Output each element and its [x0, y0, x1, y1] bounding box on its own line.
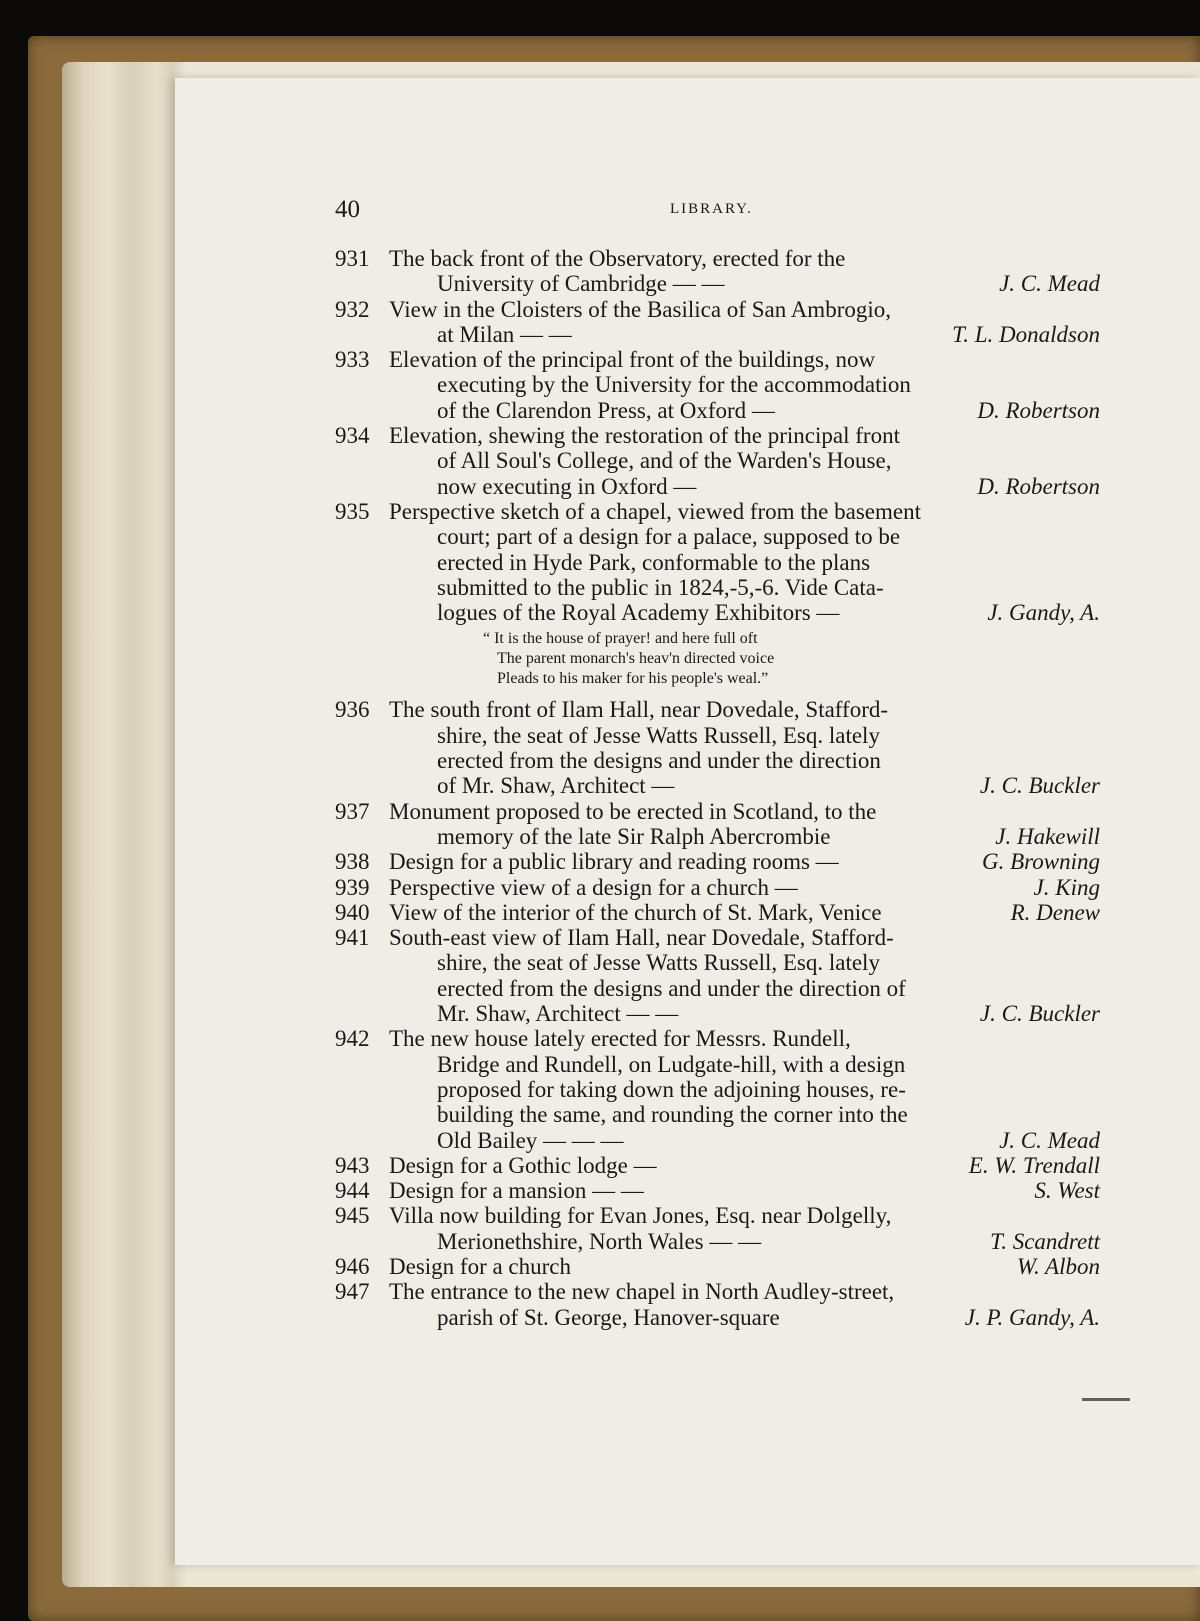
entry-text: submitted to the public in 1824,-5,-6. Vide Cata-: [437, 574, 884, 600]
catalogue-entry: [335, 875, 1100, 900]
entry-text: Design for a Gothic lodge —: [389, 1152, 657, 1178]
entry-line: [335, 474, 1100, 499]
entry-number: 944: [335, 1178, 370, 1204]
catalogue-entry: [335, 1254, 1100, 1279]
artist-name: J. King: [1033, 874, 1100, 900]
entry-text: The new house lately erected for Messrs. Rundell,: [389, 1026, 851, 1052]
entry-line: [335, 271, 1100, 296]
entry-line: [335, 1229, 1100, 1254]
entry-line: [335, 1026, 1100, 1051]
entry-line: [335, 950, 1100, 975]
entry-number: 938: [335, 849, 370, 875]
entry-line: [335, 976, 1100, 1001]
entry-text: of the Clarendon Press, at Oxford —: [437, 397, 775, 423]
entry-line: [335, 297, 1100, 322]
entry-text: View in the Cloisters of the Basilica of San Ambrogio,: [389, 296, 891, 322]
entry-text: of All Soul's College, and of the Warden's House,: [437, 448, 892, 474]
entry-number: 941: [335, 925, 370, 951]
artist-name: E. W. Trendall: [968, 1152, 1100, 1178]
entry-text: Merionethshire, North Wales — —: [437, 1228, 762, 1254]
entry-text: Design for a mansion — —: [389, 1178, 644, 1204]
entry-line: [335, 1001, 1100, 1026]
artist-name: J. C. Buckler: [979, 1001, 1100, 1027]
entry-number: 945: [335, 1203, 370, 1229]
page-header: [175, 196, 1200, 230]
catalogue-entry: [335, 900, 1100, 925]
entry-number: 936: [335, 697, 370, 723]
catalogue-entry: [335, 697, 1100, 798]
entry-text: logues of the Royal Academy Exhibitors —: [437, 600, 840, 626]
entry-line: [335, 900, 1100, 925]
catalogue-entry: [335, 1026, 1100, 1152]
entry-text: of Mr. Shaw, Architect —: [437, 773, 675, 799]
verse-line: “ It is the house of prayer! and here full oft: [483, 630, 758, 648]
catalogue-entry: [335, 1203, 1100, 1254]
entry-text: Design for a public library and reading rooms —: [389, 849, 839, 875]
entry-line: [335, 524, 1100, 549]
entry-text: erected in Hyde Park, conformable to the plans: [437, 549, 871, 575]
entry-text: The entrance to the new chapel in North Audley-street,: [389, 1279, 895, 1305]
artist-name: S. West: [1034, 1178, 1100, 1204]
verse-line: Pleads to his maker for his people's weal.”: [497, 670, 769, 688]
catalogue-entry: [335, 1279, 1100, 1330]
entry-text: erected from the designs and under the direction of: [437, 975, 906, 1001]
entry-text: proposed for taking down the adjoining houses, re-: [437, 1076, 906, 1102]
catalogue-entry: [335, 1153, 1100, 1178]
artist-name: D. Robertson: [977, 473, 1100, 499]
artist-name: D. Robertson: [977, 397, 1100, 423]
entry-line: [335, 499, 1100, 524]
entry-number: 931: [335, 246, 370, 271]
catalogue-entry: [335, 799, 1100, 850]
entry-number: 932: [335, 296, 370, 322]
entry-line: [335, 1305, 1100, 1330]
entry-line: [335, 1052, 1100, 1077]
entry-number: 946: [335, 1253, 370, 1279]
entry-text: court; part of a design for a palace, supposed to be: [437, 524, 901, 550]
entry-text: Design for a church: [389, 1253, 572, 1279]
catalogue-entry: [335, 347, 1100, 423]
entry-line: [335, 1153, 1100, 1178]
entry-line: [335, 448, 1100, 473]
artist-name: J. C. Buckler: [979, 773, 1100, 799]
entry-text: erected from the designs and under the direction: [437, 748, 881, 774]
entry-line: [335, 925, 1100, 950]
entry-number: 933: [335, 347, 370, 373]
entry-line: [335, 575, 1100, 600]
entry-line: [335, 723, 1100, 748]
entry-line: [335, 875, 1100, 900]
entry-text: Mr. Shaw, Architect — —: [437, 1001, 679, 1027]
entry-line: [335, 1077, 1100, 1102]
entry-text: Perspective view of a design for a church —: [389, 874, 798, 900]
running-title: LIBRARY.: [670, 201, 753, 217]
ink-mark: [1082, 1398, 1130, 1401]
entry-text: now executing in Oxford —: [437, 473, 697, 499]
entry-line: [335, 1203, 1100, 1228]
artist-name: J. C. Mead: [999, 1127, 1100, 1153]
entry-text: Villa now building for Evan Jones, Esq. near Dolgelly,: [389, 1203, 892, 1229]
entry-number: 935: [335, 498, 370, 524]
entry-text: building the same, and rounding the corner into the: [437, 1102, 908, 1128]
artist-name: J. Hakewill: [995, 823, 1100, 849]
catalogue-entry: [335, 246, 1100, 297]
entry-text: Elevation of the principal front of the buildings, now: [389, 347, 876, 373]
artist-name: W. Albon: [1016, 1253, 1100, 1279]
catalogue-entry: [335, 1178, 1100, 1203]
entry-text: Old Bailey — — —: [437, 1127, 624, 1153]
artist-name: J. C. Mead: [999, 271, 1100, 297]
entry-line: [335, 398, 1100, 423]
entry-number: 942: [335, 1026, 370, 1052]
entry-number: 939: [335, 874, 370, 900]
entry-text: Perspective sketch of a chapel, viewed from the basement: [389, 498, 921, 524]
entry-line: [335, 849, 1100, 874]
artist-name: T. Scandrett: [990, 1228, 1100, 1254]
entry-line: [335, 347, 1100, 372]
catalogue-entry: [335, 297, 1100, 348]
catalogue-entry: [335, 499, 1100, 689]
entry-number: 940: [335, 899, 370, 925]
page-number: 40: [335, 196, 360, 223]
artist-name: T. L. Donaldson: [952, 321, 1100, 347]
catalogue-entries: [335, 246, 1100, 1330]
entry-line: [335, 372, 1100, 397]
entry-text: University of Cambridge — —: [437, 271, 725, 297]
entry-line: [335, 1178, 1100, 1203]
entry-text: View of the interior of the church of St. Mark, Venice: [389, 899, 882, 925]
entry-text: South-east view of Ilam Hall, near Dovedale, Stafford-: [389, 925, 894, 951]
entry-line: [335, 1279, 1100, 1304]
entry-text: parish of St. George, Hanover-square: [437, 1304, 780, 1330]
entry-line: [335, 1128, 1100, 1153]
artist-name: G. Browning: [982, 849, 1100, 875]
entry-line: [335, 423, 1100, 448]
artist-name: J. P. Gandy, A.: [964, 1304, 1100, 1330]
entry-line: [335, 748, 1100, 773]
entry-line: [335, 799, 1100, 824]
entry-line: [335, 697, 1100, 722]
catalogue-entry: [335, 423, 1100, 499]
entry-line: [335, 550, 1100, 575]
entry-text: shire, the seat of Jesse Watts Russell, Esq. lately: [437, 950, 880, 976]
entry-line: [335, 773, 1100, 798]
entry-text: Monument proposed to be erected in Scotland, to the: [389, 798, 877, 824]
entry-number: 947: [335, 1279, 370, 1305]
entry-text: Bridge and Rundell, on Ludgate-hill, with a design: [437, 1051, 906, 1077]
catalogue-entry: [335, 849, 1100, 874]
entry-text: The back front of the Observatory, erected for the: [389, 246, 846, 271]
entry-line: [335, 1254, 1100, 1279]
entry-line: [335, 600, 1100, 625]
entry-text: The south front of Ilam Hall, near Dovedale, Stafford-: [389, 697, 889, 723]
entry-line: [335, 322, 1100, 347]
artist-name: R. Denew: [1010, 899, 1100, 925]
entry-text: shire, the seat of Jesse Watts Russell, Esq. lately: [437, 722, 880, 748]
entry-number: 934: [335, 423, 370, 449]
entry-text: executing by the University for the accommodation: [437, 372, 911, 398]
artist-name: J. Gandy, A.: [987, 600, 1100, 626]
entry-text: Elevation, shewing the restoration of the principal front: [389, 423, 900, 449]
entry-line: [335, 246, 1100, 271]
book-page: [175, 78, 1200, 1565]
verse-quote: [483, 629, 1100, 689]
entry-number: 937: [335, 798, 370, 824]
catalogue-entry: [335, 925, 1100, 1026]
entry-line: [335, 824, 1100, 849]
entry-number: 943: [335, 1152, 370, 1178]
entry-text: at Milan — —: [437, 321, 572, 347]
verse-line: The parent monarch's heav'n directed voice: [497, 650, 775, 668]
entry-line: [335, 1102, 1100, 1127]
entry-text: memory of the late Sir Ralph Abercrombie: [437, 823, 831, 849]
